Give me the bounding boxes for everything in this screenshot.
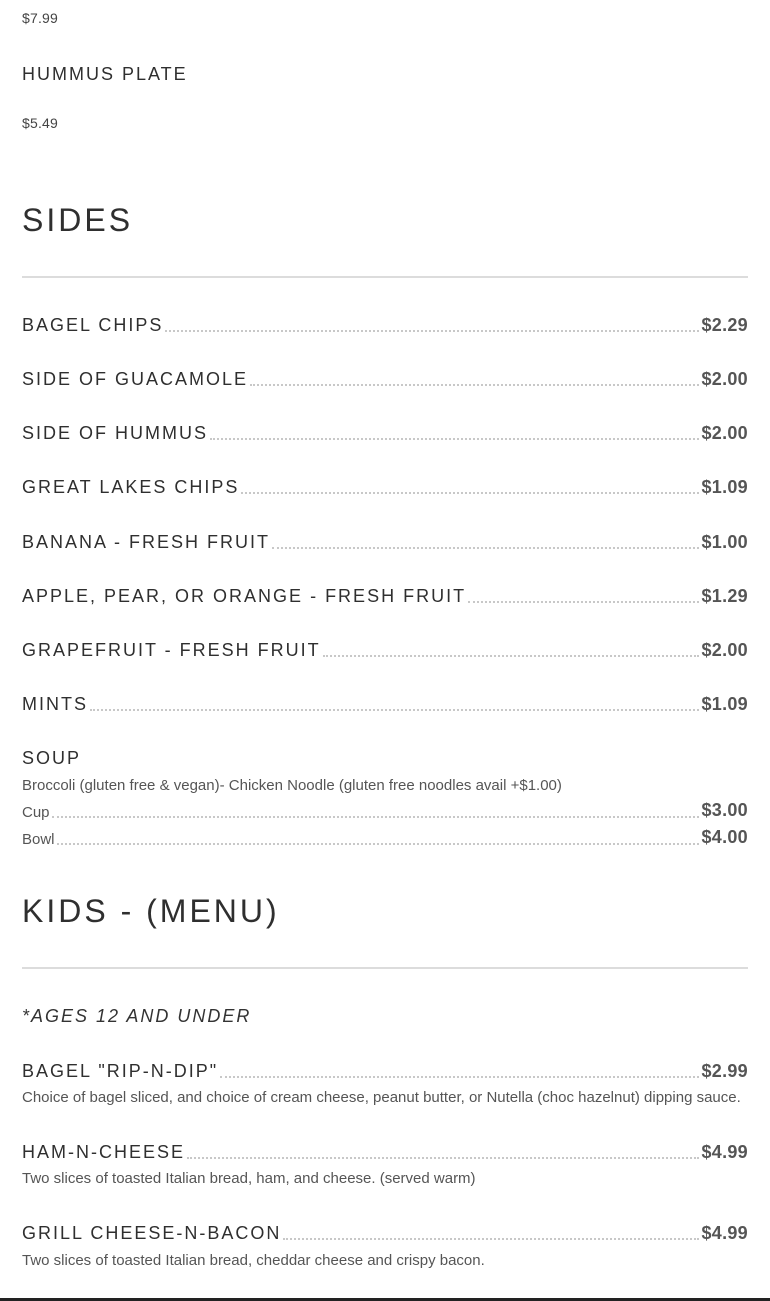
previous-item-price: $7.99 <box>22 10 59 26</box>
dot-leader <box>323 655 700 657</box>
dot-leader <box>210 438 699 440</box>
menu-item-row <box>22 1223 748 1244</box>
soup-name: SOUP <box>22 748 82 768</box>
item-price: $4.99 <box>701 1142 748 1162</box>
item-name: GREAT LAKES CHIPS <box>22 477 240 497</box>
menu-item-row <box>22 532 748 553</box>
item-price: $1.29 <box>701 586 748 606</box>
item-price: $2.29 <box>701 315 748 335</box>
soup-size-row <box>22 827 748 848</box>
item-name: BAGEL "RIP-N-DIP" <box>22 1061 219 1081</box>
dot-leader <box>241 492 699 494</box>
hummus-plate-price: $5.49 <box>22 115 59 131</box>
menu-item-row <box>22 477 748 498</box>
menu-item-row <box>22 315 748 336</box>
menu-item-row <box>22 423 748 444</box>
item-description: Two slices of toasted Italian bread, cheddar cheese and crispy bacon. <box>22 1252 485 1269</box>
dot-leader <box>57 843 700 845</box>
dot-leader <box>52 816 700 818</box>
item-name: GRAPEFRUIT - FRESH FRUIT <box>22 640 321 660</box>
menu-item-row <box>22 1142 748 1163</box>
item-description: Choice of bagel sliced, and choice of cream cheese, peanut butter, or Nutella (choc hazelnut) dipping sauce. <box>22 1089 741 1106</box>
dot-leader <box>272 547 699 549</box>
item-name: HAM-N-CHEESE <box>22 1142 186 1162</box>
size-name: Cup <box>22 804 50 821</box>
item-price: $4.99 <box>701 1223 748 1243</box>
hummus-plate-name: HUMMUS PLATE <box>22 64 188 84</box>
item-name: APPLE, PEAR, OR ORANGE - FRESH FRUIT <box>22 586 467 606</box>
item-name: BAGEL CHIPS <box>22 315 164 335</box>
item-description: Two slices of toasted Italian bread, ham, and cheese. (served warm) <box>22 1170 476 1187</box>
menu-item-row <box>22 640 748 661</box>
menu-item-row <box>22 586 748 607</box>
size-price: $3.00 <box>701 800 748 820</box>
soup-description: Broccoli (gluten free & vegan)- Chicken Noodle (gluten free noodles avail +$1.00) <box>22 777 562 794</box>
dot-leader <box>250 384 699 386</box>
item-price: $2.99 <box>701 1061 748 1081</box>
dot-leader <box>220 1076 699 1078</box>
item-price: $2.00 <box>701 423 748 443</box>
dot-leader <box>468 601 699 603</box>
dot-leader <box>187 1157 699 1159</box>
item-name: SIDE OF HUMMUS <box>22 423 209 443</box>
item-price: $2.00 <box>701 640 748 660</box>
item-name: GRILL CHEESE-N-BACON <box>22 1223 282 1243</box>
sides-divider <box>22 276 748 278</box>
item-name: SIDE OF GUACAMOLE <box>22 369 249 389</box>
dot-leader <box>283 1238 699 1240</box>
sides-section-title: SIDES <box>22 202 134 238</box>
soup-size-row <box>22 800 748 821</box>
menu-item-row <box>22 694 748 715</box>
menu-item-row <box>22 1061 748 1082</box>
size-price: $4.00 <box>701 827 748 847</box>
dot-leader <box>90 709 699 711</box>
item-name: BANANA - FRESH FRUIT <box>22 532 271 552</box>
kids-age-note: *AGES 12 AND UNDER <box>22 1006 252 1026</box>
menu-item-row <box>22 369 748 390</box>
item-name: MINTS <box>22 694 88 714</box>
item-price: $1.00 <box>701 532 748 552</box>
dot-leader <box>165 330 699 332</box>
item-price: $1.09 <box>701 477 748 497</box>
kids-section-title: KIDS - (MENU) <box>22 893 280 929</box>
item-price: $2.00 <box>701 369 748 389</box>
kids-divider <box>22 967 748 969</box>
size-name: Bowl <box>22 831 55 848</box>
item-price: $1.09 <box>701 694 748 714</box>
